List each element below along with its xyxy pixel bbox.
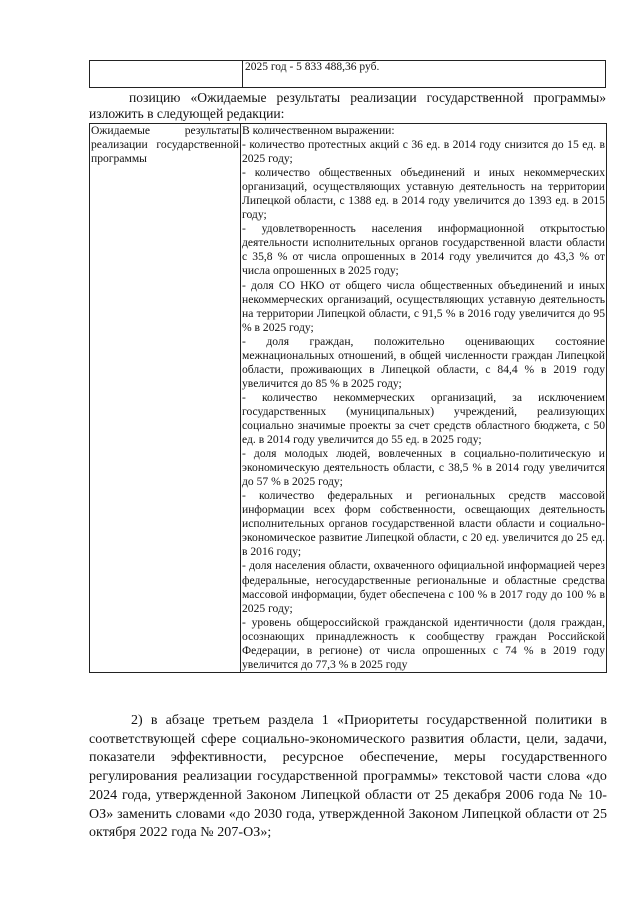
results-line: - количество некоммерческих организаций, за исключением государственных (муниципальных) учреждений, реализующих социально значимые проекты за счет средств областного бюджета, с 50 ед. в 2014 году увеличится до 55 ед. в 2025 году;	[242, 390, 605, 447]
results-line: - уровень общероссийской гражданской идентичности (доля граждан, осознающих принадлежность к сообществу граждан Российской Федерации, в регионе) от числа опрошенных с 74 % в 2019 году увеличится до 77,3 % в 2025 году	[242, 615, 605, 671]
expected-results-label-cell	[90, 124, 241, 673]
results-line: - количество федеральных и региональных средств массовой информации всех форм собственности, освещающих деятельность исполнительных органов государственной власти области и социально-экономическое развитие Липецкой области, с 20 ед. увеличится до 25 ед. в 2016 году;	[242, 489, 605, 559]
results-line: - доля молодых людей, вовлеченных в социально-политическую и экономическую деятельность области, с 38,5 % в 2014 году увеличится до 57 % в 2025 году;	[242, 447, 605, 489]
results-line: - количество общественных объединений и иных некоммерческих организаций, осуществляющих уставную деятельность на территории Липецкой области, с 1388 ед. в 2014 году увеличится до 1393 ед. в 2015 году;	[242, 166, 605, 222]
results-line: - количество протестных акций с 36 ед. в 2014 году снизится до 15 ед. в 2025 году;	[242, 138, 605, 166]
top-table	[89, 60, 606, 88]
top-table-left-cell	[90, 61, 243, 88]
results-line: - доля населения области, охваченного официальной информацией через федеральные, негосударственные региональные и областные средства массовой информации, будет обеспечена с 100 % в 2017 году до 100 % в 2025 году;	[242, 559, 605, 615]
intro-paragraph: позицию «Ожидаемые результаты реализации государственной программы» изложить в следующей редакции:	[89, 90, 606, 121]
results-line: - удовлетворенность населения информационной открытостью деятельности исполнительных органов государственной власти области с 35,8 % от числа опрошенных в 2014 году увеличится до 43,3 % от числа опрошенных в 2025 году;	[242, 222, 605, 278]
amendment-paragraph-2: 2) в абзаце третьем раздела 1 «Приоритеты государственной политики в соответствующей сфере социально-экономического развития области, цели, задачи, показатели эффективности, ресурсное обеспечение, меры государственного регулирования реализации государственной программы» текстовой части слова «до 2024 года, утвержденной Законом Липецкой области от 25 декабря 2006 года № 10-ОЗ» заменить словами «до 2030 года, утвержденной Законом Липецкой области от 25 октября 2022 года № 207-ОЗ»;	[89, 713, 607, 841]
top-table-right-cell: 2025 год - 5 833 488,36 руб.	[243, 61, 606, 88]
expected-results-label: Ожидаемые результаты реализации государственной программы	[91, 124, 239, 166]
results-line: - доля граждан, положительно оценивающих состояние межнациональных отношений, в общей численности граждан Липецкой области, проживающих в Липецкой области, с 84,4 % в 2019 году увеличится до 85 % в 2025 году;	[242, 334, 605, 390]
results-line: - доля СО НКО от общего числа общественных объединений и иных некоммерческих организаций, осуществляющих уставную деятельность на территории Липецкой области, с 91,5 % в 2016 году увеличится до 95 % в 2025 году;	[242, 278, 605, 334]
expected-results-table	[89, 123, 607, 673]
results-line: В количественном выражении:	[242, 124, 395, 137]
expected-results-content-cell	[241, 124, 607, 673]
